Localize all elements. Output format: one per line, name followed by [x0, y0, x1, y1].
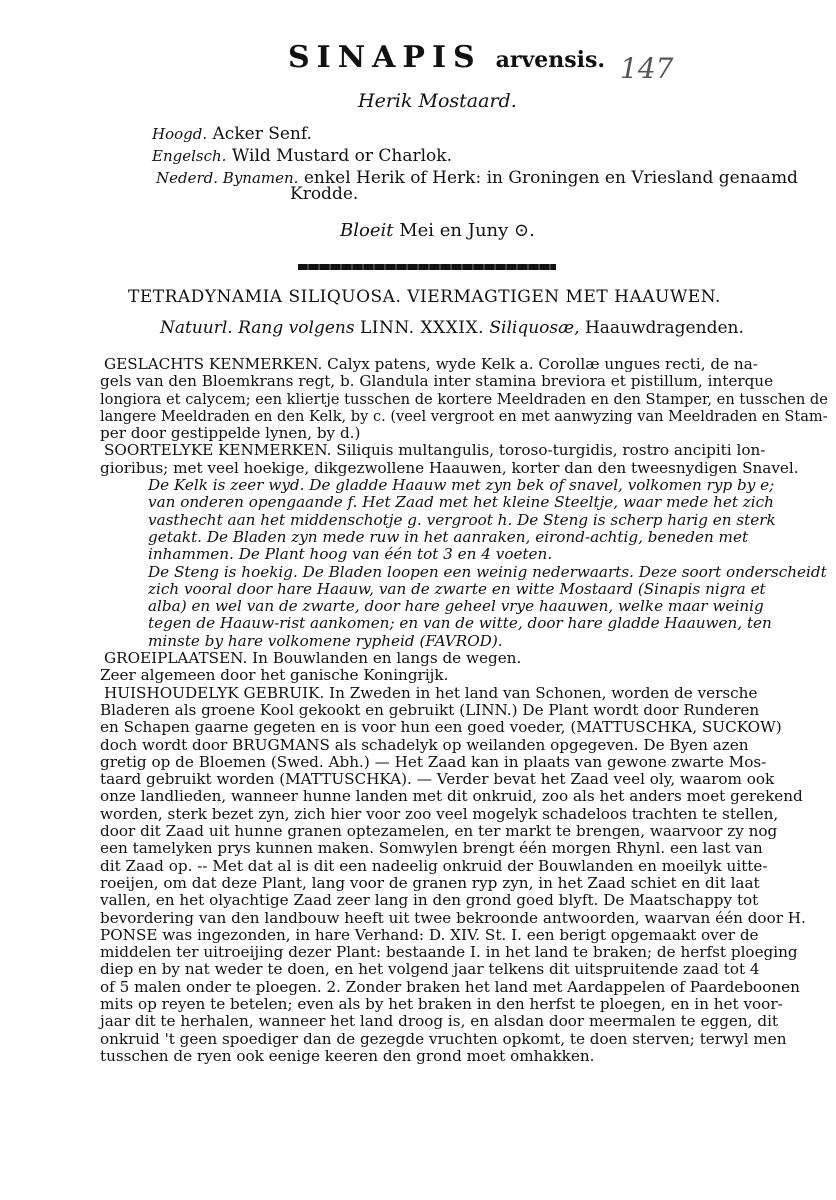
- text-line: mits op reyen te betelen; even als by het braken in den herfst te ploegen, en in het voor-: [100, 994, 783, 1013]
- text-line: middelen ter uitroeijing dezer Plant: bestaande I. in het land te braken; de herfst ploeging: [100, 943, 798, 962]
- text-line: een tamelyken prys kunnen maken. Somwylen brengt één morgen Rhynl. een last van: [100, 839, 763, 858]
- classification: TETRADYNAMIA SILIQUOSA. VIERMAGTIGEN MET HAAUWEN.: [128, 287, 721, 307]
- decorative-rule: [298, 264, 556, 270]
- text-line: taard gebruikt worden (MATTUSCHKA). — Verder bevat het Zaad veel oly, waarom ook: [100, 770, 775, 789]
- synonym-hoogd: [152, 124, 312, 144]
- text-line: tegen de Haauw-rist aankomen; en van de witte, door hare gladde Haauwen, ten: [148, 614, 772, 633]
- flowering-text: Mei en Juny ⊙.: [399, 220, 535, 241]
- synonym-lang: Engelsch.: [152, 147, 227, 165]
- body-text: [100, 355, 828, 1065]
- text-line: per door gestippelde lynen, by d.): [100, 424, 361, 443]
- rank-latin: Siliquosæ,: [489, 318, 580, 338]
- genus-name: SINAPIS: [288, 40, 482, 75]
- flowering: [340, 220, 535, 241]
- text-line: diep en by nat weder te doen, en het volgend jaar telkens dit uitspruitende zaad tot 4: [100, 960, 760, 979]
- synonym-text: enkel Herik of Herk: in Groningen en Vriesland genaamd: [303, 168, 798, 188]
- synonym-engelsch: [152, 146, 452, 166]
- synonym-krodde: [290, 184, 358, 204]
- text-line: langere Meeldraden en den Kelk, by c. (veel vergroot en met aanwyzing van Meeldraden en Stam-: [100, 406, 828, 425]
- text-line: door dit Zaad uit hunne granen optezamelen, en ter markt te brengen, waarvoor zy nog: [100, 822, 778, 841]
- text-line: alba) en wel van de zwarte, door hare geheel vrye haauwen, welke maar weinig: [148, 597, 764, 616]
- text-line: onze landlieden, wanneer hunne landen met dit onkruid, zoo als het anders moet gerekend: [100, 787, 803, 806]
- text-line: van onderen opengaande f. Het Zaad met het kleine Steeltje, waar mede het zich: [148, 493, 774, 512]
- text-line: gels van den Bloemkrans regt, b. Glandula inter stamina breviora et pistillum, interque: [100, 372, 774, 391]
- text-line: tusschen de ryen ook eenige keeren den grond moet omhakken.: [100, 1046, 595, 1065]
- text-line: worden, sterk bezet zyn, zich hier voor zoo veel mogelyk schadeloos trachten te stellen,: [100, 804, 779, 823]
- page-number: 147: [620, 52, 674, 85]
- natural-rank: [160, 318, 744, 338]
- text-line: Zeer algemeen door het ganische Koningrijk.: [100, 666, 449, 685]
- text-line: jaar dit te herhalen, wanneer het land droog is, en alsdan door meermalen te eggen, dit: [100, 1012, 779, 1031]
- text-line: De Steng is hoekig. De Bladen loopen een weinig nederwaarts. Deze soort onderscheidt: [148, 562, 827, 581]
- text-line: vasthecht aan het middenschotje g. vergroot h. De Steng is scherp harig en sterk: [148, 510, 776, 529]
- text-line: Bladeren als groene Kool gekookt en gebruikt (LINN.) De Plant wordt door Runderen: [100, 700, 760, 719]
- text-line: getakt. De Bladen zyn mede ruw in het aanraken, eirond-achtig, beneden met: [148, 527, 749, 546]
- synonym-text: Wild Mustard or Charlok.: [231, 146, 452, 166]
- text-line: De Kelk is zeer wyd. De gladde Haauw met zyn bek of snavel, volkomen ryp by e;: [148, 476, 775, 495]
- text-line: of 5 malen onder te ploegen. 2. Zonder braken het land met Aardappelen of Paardeboonen: [100, 977, 800, 996]
- text-line: roeijen, om dat deze Plant, lang voor de granen ryp zyn, in het Zaad schiet en dit laat: [100, 873, 760, 892]
- synonym-lang: Hoogd.: [152, 125, 208, 143]
- rank-dutch: Haauwdragenden.: [584, 318, 744, 338]
- text-line: doch wordt door BRUGMANS als schadelyk op weilanden opgegeven. De Byen azen: [100, 735, 749, 754]
- flowering-label: Bloeit: [340, 220, 394, 241]
- text-line: onkruid 't geen spoediger dan de gezegde vruchten opkomt, te doen sterven; terwyl men: [100, 1029, 787, 1048]
- vernacular-name: Herik Mostaard.: [358, 90, 517, 112]
- synonym-nederd: [156, 168, 798, 188]
- text-line: GROEIPLAATSEN. In Bouwlanden en langs de wegen.: [104, 649, 522, 668]
- text-line: PONSE was ingezonden, in hare Verhand: D. XIV. St. I. een berigt opgemaakt over de: [100, 925, 759, 944]
- text-line: bevordering van den landbouw heeft uit twee bekroonde antwoorden, waarvan één door H.: [100, 908, 806, 927]
- text-line: SOORTELYKE KENMERKEN. Siliquis multangulis, toroso-turgidis, rostro ancipiti lon-: [104, 441, 766, 460]
- synonym-text: Acker Senf.: [212, 124, 312, 144]
- text-line: gioribus; met veel hoekige, dikgezwollene Haauwen, korter dan den tweesnydigen Snavel.: [100, 458, 799, 477]
- text-line: HUISHOUDELYK GEBRUIK. In Zweden in het land van Schonen, worden de versche: [104, 683, 758, 702]
- text-line: minste by hare volkomene rypheid (FAVROD).: [148, 631, 503, 650]
- text-line: en Schapen gaarne gegeten en is voor hun een goed voeder, (MATTUSCHKA, SUCKOW): [100, 718, 782, 737]
- text-line: inhammen. De Plant hoog van één tot 3 en 4 voeten.: [148, 545, 553, 564]
- text-line: longiora et calycem; een kliertje tusschen de kortere Meeldraden en den Stamper, en tusschen de: [100, 389, 828, 408]
- synonym-lang: Nederd. Bynamen.: [156, 169, 299, 187]
- rank-label: Natuurl. Rang volgens: [160, 318, 355, 338]
- text-line: dit Zaad op. -- Met dat al is dit een nadeelig onkruid der Bouwlanden en moeilyk uitte-: [100, 856, 768, 875]
- species-name: arvensis.: [495, 47, 606, 73]
- synonym-text: Krodde.: [290, 184, 359, 204]
- text-line: GESLACHTS KENMERKEN. Calyx patens, wyde Kelk a. Corollæ ungues recti, de na-: [104, 355, 758, 373]
- text-line: gretig op de Bloemen (Swed. Abh.) — Het Zaad kan in plaats van gewone zwarte Mos-: [100, 752, 767, 771]
- text-line: vallen, en het olyachtige Zaad zeer lang in den grond goed blyft. De Maatschappy tot: [100, 891, 759, 910]
- rank-linn: LINN. XXXIX.: [359, 318, 484, 338]
- text-line: zich vooral door hare Haauw, van de zwarte en witte Mostaard (Sinapis nigra et: [148, 579, 766, 598]
- page-title: [288, 40, 605, 75]
